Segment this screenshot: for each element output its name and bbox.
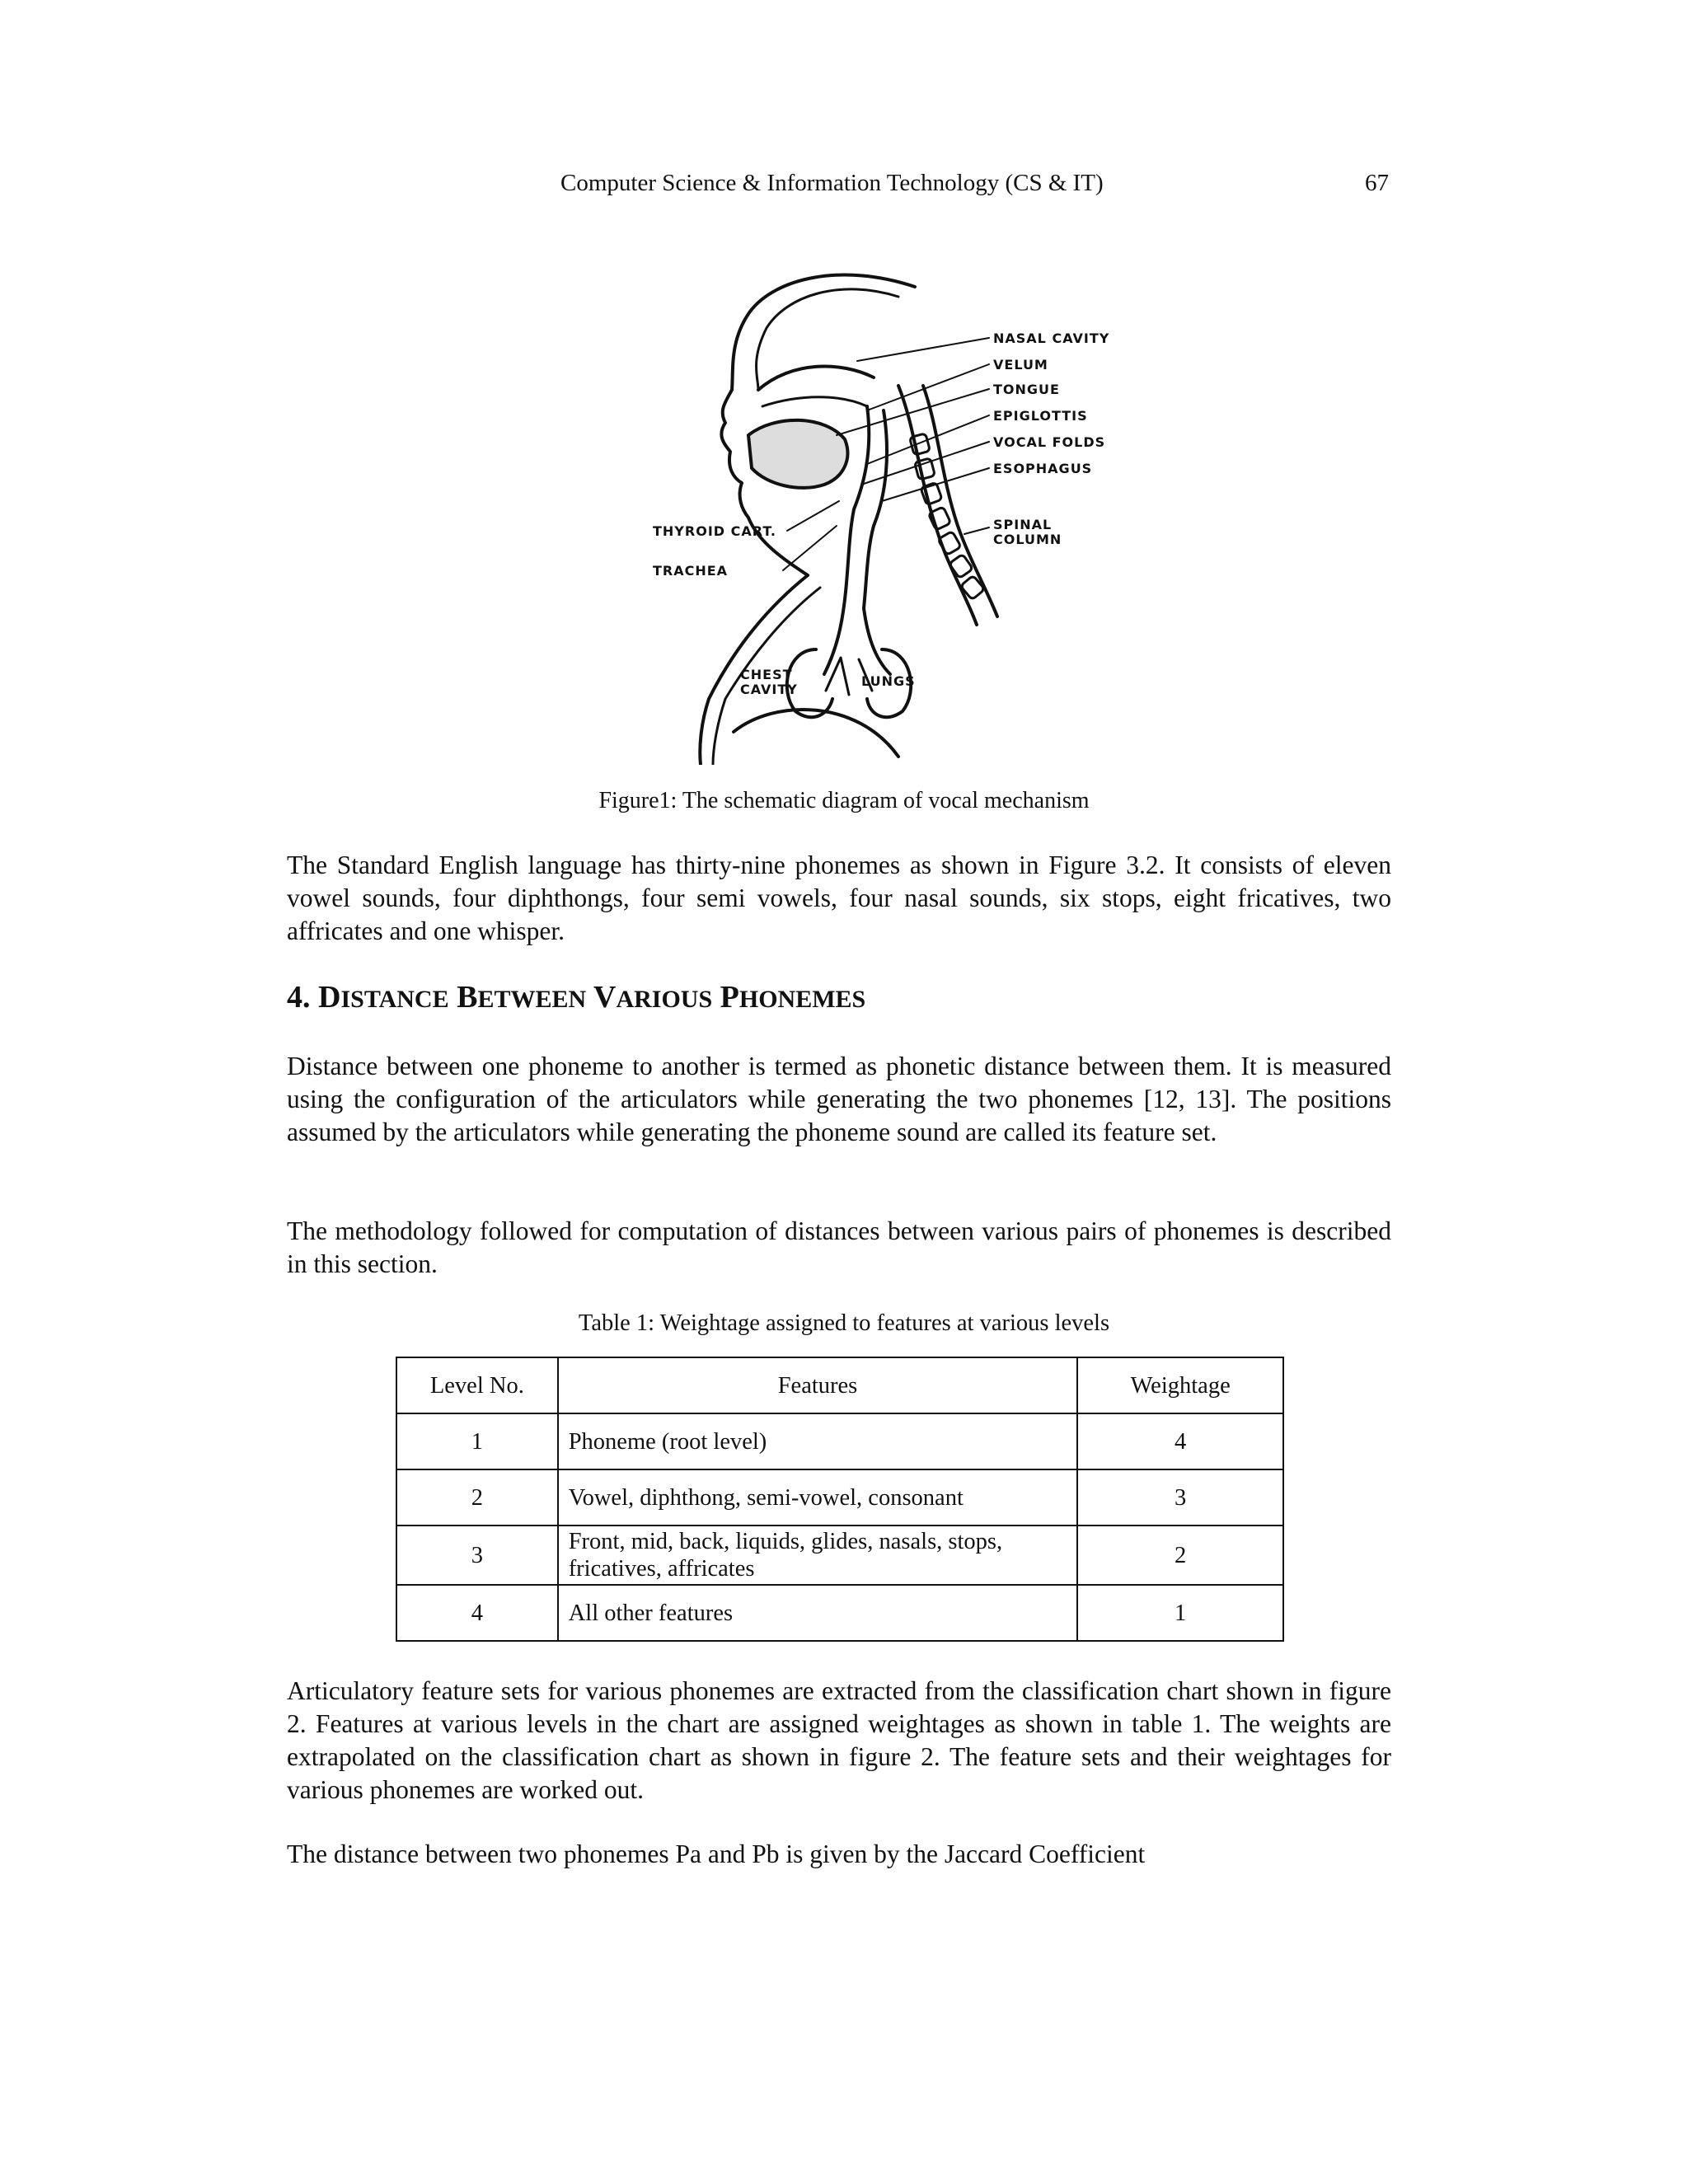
table-row xyxy=(396,1585,1283,1641)
label-trachea: TRACHEA xyxy=(653,563,729,579)
cell-weightage: 2 xyxy=(1077,1526,1283,1585)
vocal-mechanism-figure xyxy=(651,262,1113,765)
nasal-cavity-outline xyxy=(758,366,874,390)
label-spinal: SPINAL xyxy=(993,517,1053,532)
figure-caption: Figure1: The schematic diagram of vocal mechanism xyxy=(598,788,1090,813)
table-row xyxy=(396,1469,1283,1526)
cell-features: Vowel, diphthong, semi-vowel, consonant xyxy=(558,1469,1078,1526)
cell-weightage: 3 xyxy=(1077,1469,1283,1526)
table-row xyxy=(396,1413,1283,1469)
header-features: Features xyxy=(558,1357,1078,1413)
weightage-table xyxy=(396,1357,1284,1642)
table-caption: Table 1: Weightage assigned to features at various levels xyxy=(578,1310,1110,1336)
label-tongue: TONGUE xyxy=(993,382,1060,397)
label-nasal-cavity: NASAL CAVITY xyxy=(993,330,1110,346)
section-heading: 4. DISTANCE BETWEEN VARIOUS PHONEMES xyxy=(287,980,866,1015)
label-thyroid-cart: THYROID CART. xyxy=(653,523,776,539)
paragraph-methodology: The methodology followed for computation of distances between various pairs of phonemes is described in this section. xyxy=(287,1216,1391,1278)
label-esophagus: ESOPHAGUS xyxy=(993,461,1093,476)
label-lungs: LUNGS xyxy=(861,673,916,689)
cell-level: 1 xyxy=(396,1413,558,1469)
cell-level: 2 xyxy=(396,1469,558,1526)
cell-level: 4 xyxy=(396,1585,558,1641)
table-header-row xyxy=(396,1357,1283,1413)
header-level: Level No. xyxy=(396,1357,558,1413)
label-epiglottis: EPIGLOTTIS xyxy=(993,408,1088,424)
paragraph-jaccard: The distance between two phonemes Pa and Pb is given by the Jaccard Coefficient xyxy=(287,1840,1146,1868)
paragraph-phonemes: The Standard English language has thirty-nine phonemes as shown in Figure 3.2. It consists of eleven vowel sounds, four diphthongs, four semi vowels, four nasal sounds, six stops, eight fricatives, two affricates and one whisper. xyxy=(287,851,1391,945)
paragraph-distance: Distance between one phoneme to another is termed as phonetic distance between them. It is measured using the configuration of the articulators while generating the two phonemes [12, 13]. The positions assumed by the articulators while generating the phoneme sound are called its feature set. xyxy=(287,1052,1391,1146)
cell-features: Front, mid, back, liquids, glides, nasals, stops, fricatives, affricates xyxy=(558,1526,1078,1585)
label-cavity: CAVITY xyxy=(740,682,798,697)
table-row xyxy=(396,1526,1283,1585)
cell-level: 3 xyxy=(396,1526,558,1585)
running-header: Computer Science & Information Technology (CS & IT) xyxy=(560,170,1104,196)
label-chest: CHEST xyxy=(740,667,793,682)
page-number: 67 xyxy=(1365,170,1389,196)
paragraph-feature-sets: Articulatory feature sets for various phonemes are extracted from the classification chart shown in figure 2. Features at various levels in the chart are assigned weightages as shown in table 1. The weights are extrapolated on the classification chart as shown in figure 2. The feature sets and their weightages for various phonemes are worked out. xyxy=(287,1676,1391,1804)
label-vocal-folds: VOCAL FOLDS xyxy=(993,434,1106,450)
header-weightage: Weightage xyxy=(1077,1357,1283,1413)
label-velum: VELUM xyxy=(993,357,1048,373)
cell-weightage: 4 xyxy=(1077,1413,1283,1469)
tongue-shape xyxy=(748,420,847,488)
cell-features: All other features xyxy=(558,1585,1078,1641)
cell-weightage: 1 xyxy=(1077,1585,1283,1641)
cell-features: Phoneme (root level) xyxy=(558,1413,1078,1469)
label-column: COLUMN xyxy=(993,532,1062,547)
